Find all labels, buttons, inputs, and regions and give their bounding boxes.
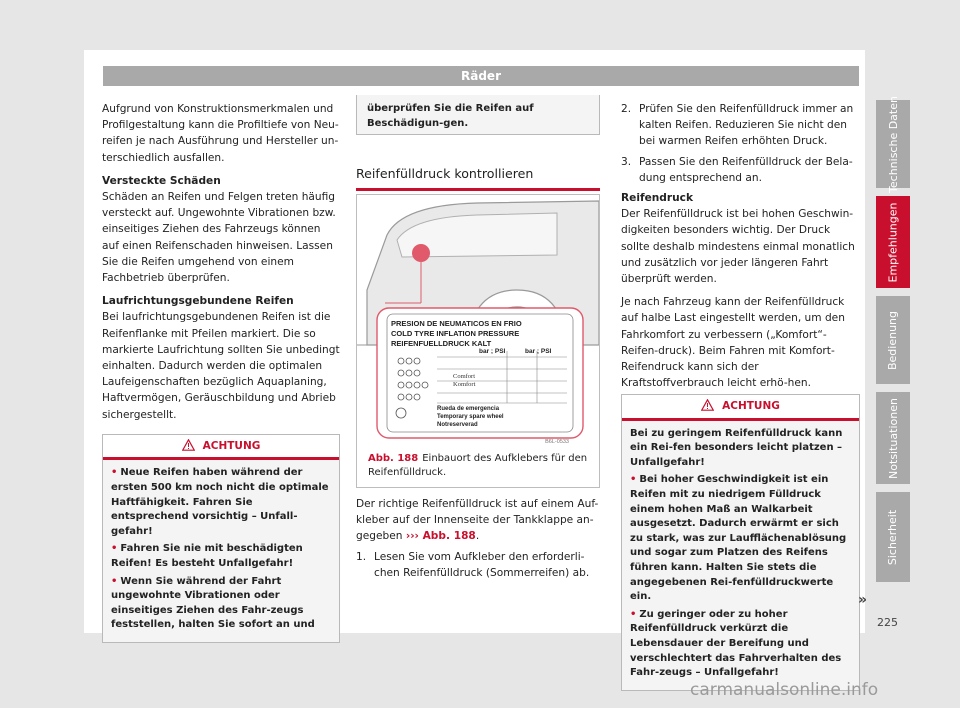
- warning-title: ACHTUNG: [202, 439, 261, 452]
- column-2-text: [356, 496, 600, 581]
- chapter-header: Räder: [103, 66, 859, 86]
- watermark[interactable]: carmanualsonline.info: [690, 680, 879, 700]
- warning-body: [103, 460, 339, 642]
- continued-arrow-icon: »: [858, 592, 868, 608]
- warning-item: • Wenn Sie während der Fahrt ungewohnte Vibrationen oder einseitiges Ziehen des Fahr-zeugs feststellen, halten Sie sofort an und: [111, 575, 315, 631]
- figure-caption: [368, 452, 594, 480]
- step-3: 3. Passen Sie den Reifenfülldruck der Bela-dung entsprechend an.: [621, 155, 853, 184]
- figure-link[interactable]: ››› Abb. 188: [405, 530, 476, 543]
- sticker-line-1: PRESION DE NEUMATICOS EN FRIO: [391, 319, 522, 328]
- step-1: 1. Lesen Sie vom Aufkleber den erforderli-chen Reifenfülldruck (Sommerreifen) ab.: [356, 550, 590, 579]
- warning-item: • Bei hoher Geschwindigkeit ist ein Reifen mit zu niedrigem Fülldruck einem hohen Maß an Walkarbeit ausgesetzt. Dadurch erwärmt er sich zu stark, was zur Laufflächenablösung und sogar zum Platzen des Reifens führen kann. Halten Sie stets die angegebenen Rei-fenfülldruckwerte ein.: [630, 474, 847, 603]
- tab-technische-daten[interactable]: Technische Daten: [876, 100, 910, 188]
- section-rule: [356, 188, 600, 191]
- warning-triangle-icon: [182, 439, 195, 451]
- figure-ref: Abb. 188: [368, 453, 419, 464]
- tab-bedienung[interactable]: Bedienung: [876, 296, 910, 384]
- sticker-location-text: Der richtige Reifenfülldruck ist auf einem Auf-kleber auf der Innenseite der Tankklappe an-gegeben ››› Abb. 188.: [356, 498, 599, 543]
- warning-item: • Neue Reifen haben während der ersten 500 km noch nicht die optimale Haftfähigkeit. Fahren Sie entsprechend vorsichtig – Unfall-gefahr!: [111, 467, 329, 537]
- sticker-spare-2: Temporary spare wheel: [437, 414, 504, 420]
- step-2: 2. Prüfen Sie den Reifenfülldruck immer an kalten Reifen. Reduzieren Sie nicht den bei warmen Reifen erhöhten Druck.: [621, 103, 854, 148]
- sticker-unit-1: bar ; PSI: [479, 348, 506, 355]
- sticker-line-2: COLD TYRE INFLATION PRESSURE: [391, 329, 520, 338]
- warning-box-1: [102, 434, 340, 643]
- warning-triangle-icon: [701, 399, 714, 411]
- sticker-spare-1: Rueda de emergencia: [437, 406, 500, 412]
- sticker-spare-3: Notreserverad: [437, 422, 478, 428]
- hidden-damage-heading: Versteckte Schäden: [102, 174, 221, 187]
- tank-flap-marker: [412, 244, 430, 262]
- direction-text: Bei laufrichtungsgebundenen Reifen ist die Reifenflanke mit Pfeilen markiert. Die so markierte Laufrichtung sollten Sie unbedingt einhalten. Dadurch werden die optimalen Laufeigenschaften bezüglich Aquaplaning, Haftvermögen, Geräuschbildung und Abrieb sichergestellt.: [102, 311, 340, 421]
- column-1: [102, 101, 340, 643]
- direction-heading: Laufrichtungsgebundene Reifen: [102, 295, 294, 308]
- warning-item: • Zu geringer oder zu hoher Reifenfülldruck verkürzt die Lebensdauer der Bereifung und verschlechtert das Fahrverhalten des Fahr-zeugs – Unfallgefahr!: [630, 608, 842, 679]
- caption-text: Einbauort des Aufklebers für den Reifenfülldruck.: [368, 453, 588, 478]
- intro-paragraph: Aufgrund von Konstruktionsmerkmalen und Profilgestaltung kann die Profiltiefe von Neu-reifen je nach Ausführung und Hersteller un-terschiedlich ausfallen.: [102, 103, 339, 164]
- figure-code: B6L-0533: [545, 439, 569, 445]
- warning-item: • Fahren Sie nie mit beschädigten Reifen! Es besteht Unfallgefahr!: [111, 543, 303, 570]
- warning-title: ACHTUNG: [722, 400, 780, 412]
- warning-body: [622, 421, 859, 690]
- pressure-text-2: Je nach Fahrzeug kann der Reifenfülldruck auf halbe Last eingestellt werden, um den Fahrkomfort zu verbessern („Komfort“-Reifen-druck). Beim Fahren mit Komfort-Reifendruck kann sich der Kraftstoffverbrauch leicht erhö-hen.: [621, 296, 845, 390]
- sticker-unit-2: bar ; PSI: [525, 348, 552, 355]
- sticker-comfort-2: Komfort: [453, 381, 476, 388]
- sticker-comfort-1: Comfort: [453, 373, 476, 380]
- pressure-text-1: Der Reifenfülldruck ist bei hohen Geschwin-digkeiten besonders wichtig. Der Druck sollte deshalb mindestens einmal monatlich und zusätzlich vor jeder längeren Fahrt überprüft werden.: [621, 208, 855, 286]
- hidden-damage-text: Schäden an Reifen und Felgen treten häufig versteckt auf. Ungewohnte Vibrationen bzw. einseitiges Ziehen des Fahrzeugs können auf einen Reifenschaden hinweisen. Lassen Sie die Reifen umgehend von einem Fachbetrieb überprüfen.: [102, 191, 336, 285]
- section-title: Reifenfülldruck kontrollieren: [356, 166, 534, 181]
- warning-header: [103, 435, 339, 461]
- sticker-line-3: REIFENFUELLDRUCK KALT: [391, 339, 492, 348]
- tab-empfehlungen[interactable]: Empfehlungen: [876, 196, 910, 288]
- tank-flap-sticker-illustration: [357, 195, 599, 445]
- warning-header: [622, 395, 859, 421]
- tab-notsituationen[interactable]: Notsituationen: [876, 392, 910, 484]
- warning-lead: Bei zu geringem Reifenfülldruck kann ein Rei-fen besonders leicht platzen – Unfallgefahr!: [630, 427, 843, 468]
- warning-box-2: [621, 394, 860, 691]
- figure-188: [356, 194, 600, 488]
- warning-continuation: überprüfen Sie die Reifen auf Beschädigun-gen.: [356, 95, 600, 135]
- tab-sicherheit[interactable]: Sicherheit: [876, 492, 910, 582]
- page-number: 225: [877, 616, 898, 629]
- column-3: [621, 101, 860, 398]
- pressure-heading: Reifendruck: [621, 192, 693, 205]
